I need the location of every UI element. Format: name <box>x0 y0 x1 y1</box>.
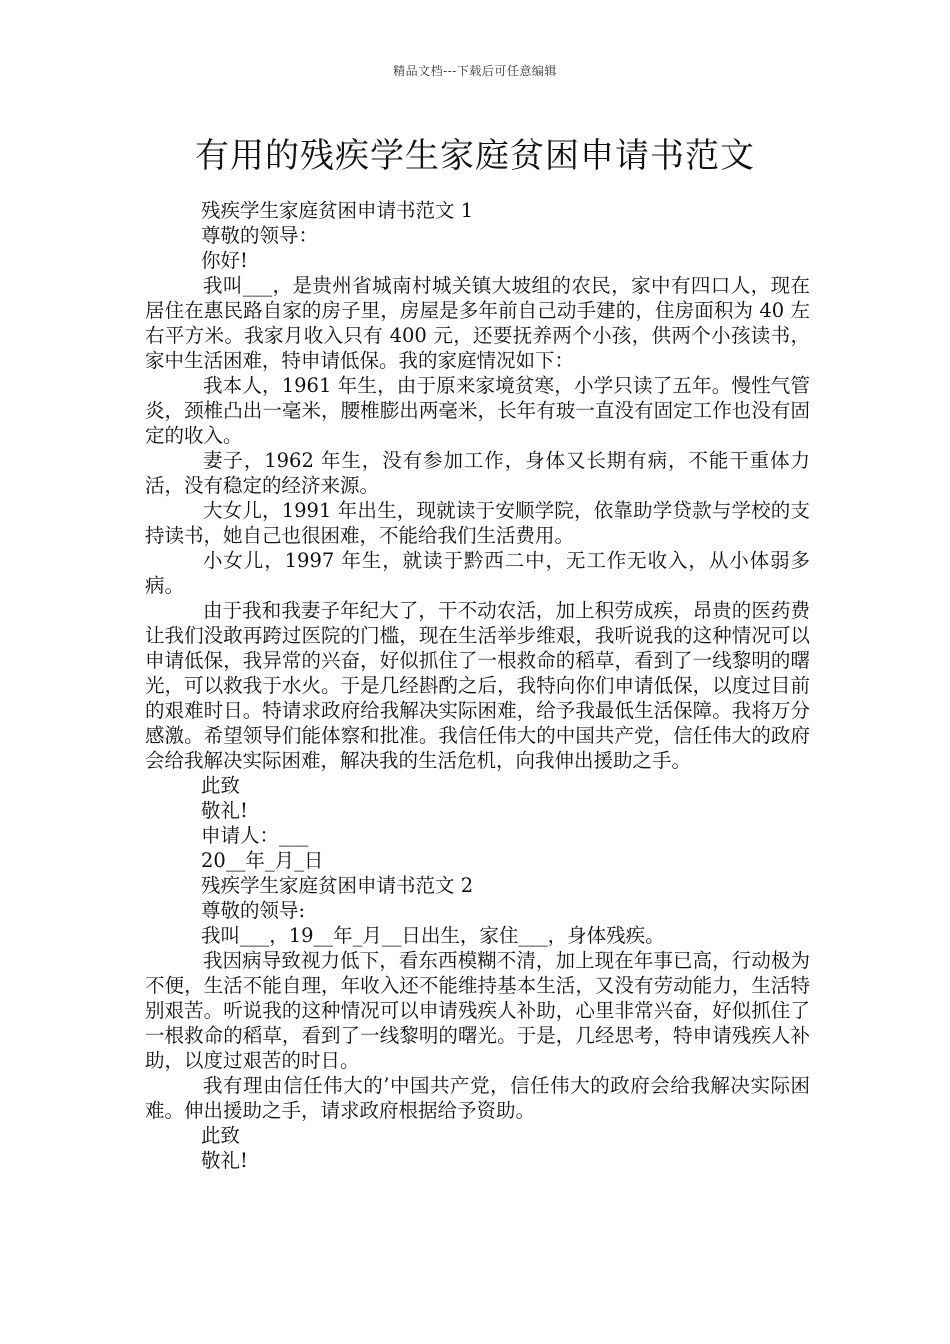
document-body <box>145 198 810 1173</box>
paragraph: 我本人，1961 年生，由于原来家境贫寒，小学只读了五年。慢性气管炎，颈椎凸出一毫米，腰椎膨出两毫米，长年有玻一直没有固定工作也没有固定的收入。 <box>145 374 810 447</box>
paragraph: 尊敬的领导: <box>201 899 306 922</box>
paragraph: 20__年_月_日 <box>201 849 324 872</box>
paragraph: 小女儿，1997 年生，就读于黔西二中，无工作无收入，从小体弱多病。 <box>145 549 810 597</box>
document-title: 有用的残疾学生家庭贫困申请书范文 <box>195 136 755 176</box>
paragraph: 敬礼! <box>201 1149 248 1172</box>
paragraph: 我有理由信任伟大的’中国共产党，信任伟大的政府会给我解决实际困难。伸出援助之手，请求政府根据给予资助。 <box>145 1074 810 1122</box>
paragraph: 我因病导致视力低下，看东西模糊不清，加上现在年事已高，行动极为不便，生活不能自理，年收入还不能维持基本生活，又没有劳动能力，生活特别艰苦。听说我的这种情况可以申请残疾人补助，心里非常兴奋，好似抓住了一根救命的稻草，看到了一线黎明的曙光。于是，几经思考，特申请残疾人补助，以度过艰苦的时日。 <box>145 949 810 1072</box>
paragraph: 此致 <box>201 774 241 797</box>
header-note: 精品文档---下载后可任意编辑 <box>393 64 557 78</box>
paragraph: 你好! <box>201 249 248 272</box>
paragraph: 由于我和我妻子年纪大了，干不动农活，加上积劳成疾，昂贵的医药费让我们没敢再跨过医院的门槛，现在生活举步维艰，我听说我的这种情况可以申请低保，我异常的兴奋，好似抓住了一根救命的稻草，看到了一线黎明的曙光，可以救我于水火。于是几经斟酌之后，我特向你们申请低保，以度过目前的艰难时日。特请求政府给我解决实际困难，给予我最低生活保障。我将万分感激。希望领导们能体察和批准。我信任伟大的中国共产党，信任伟大的政府会给我解决实际困难，解决我的生活危机，向我伸出援助之手。 <box>145 599 810 772</box>
paragraph: 我叫___，19__年_月__日出生，家住___，身体残疾。 <box>201 924 665 947</box>
paragraph: 此致 <box>201 1124 241 1147</box>
paragraph: 残疾学生家庭贫困申请书范文 1 <box>201 199 474 222</box>
paragraph: 我叫___，是贵州省城南村城关镇大坡组的农民，家中有四口人，现在居住在惠民路自家的房子里，房屋是多年前自己动手建的，住房面积为 40 左右平方米。我家月收入只有 400 元，还要抚养两个小孩，供两个小孩读书，家中生活困难，特申请低保。我的家庭情况如下： <box>145 274 810 372</box>
paragraph: 尊敬的领导： <box>201 224 319 247</box>
paragraph: 大女儿，1991 年出生，现就读于安顺学院，依靠助学贷款与学校的支持读书，她自己也很困难，不能给我们生活费用。 <box>145 499 810 547</box>
paragraph: 妻子，1962 年生，没有参加工作，身体又长期有病，不能干重体力活，没有稳定的经济来源。 <box>145 449 810 497</box>
paragraph: 残疾学生家庭贫困申请书范文 2 <box>201 874 474 897</box>
paragraph: 敬礼! <box>201 799 248 822</box>
paragraph: 申请人：___ <box>201 824 309 847</box>
